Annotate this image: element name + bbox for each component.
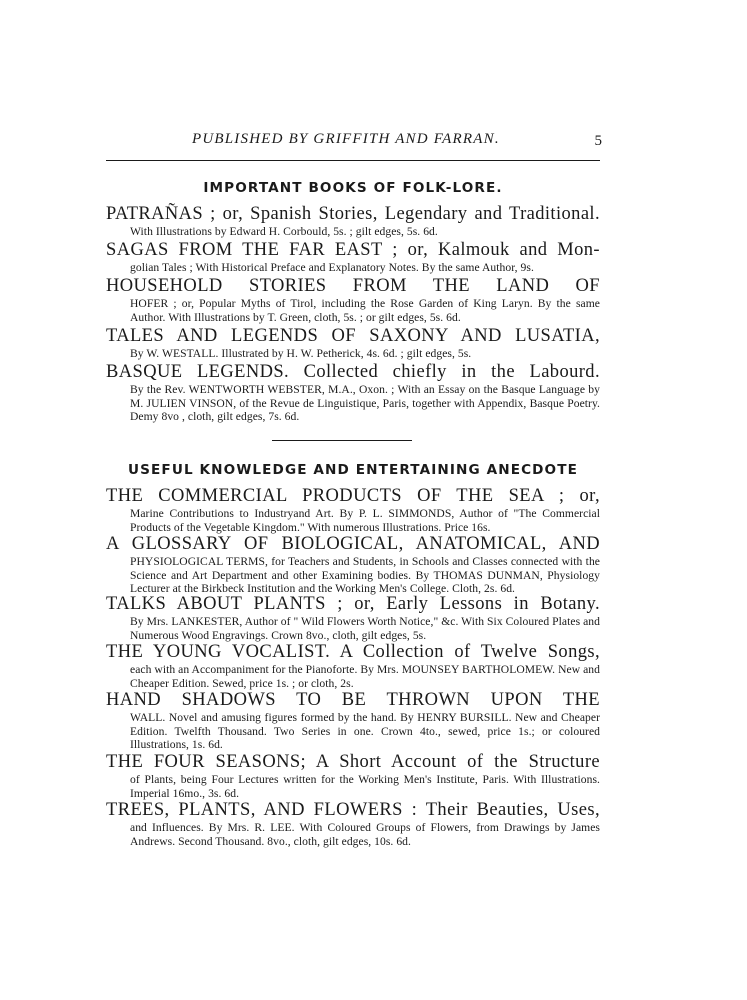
book-title: THE YOUNG VOCALIST. A Collection of Twelve Songs, — [106, 642, 600, 662]
knowledge-heading: USEFUL KNOWLEDGE AND ENTERTAINING ANECDOTE — [128, 462, 578, 478]
header-rule — [106, 160, 600, 161]
book-entry-household-stories — [106, 276, 600, 324]
section-divider — [272, 440, 412, 441]
book-title: TALKS ABOUT PLANTS ; or, Early Lessons in Botany. — [106, 594, 600, 614]
book-description: HOFER ; or, Popular Myths of Tirol, including the Rose Garden of King Laryn. By the same Author. With Illustrations by T. Green, cloth, 5s. ; or gilt edges, 5s. 6d. — [130, 297, 600, 324]
book-description: Marine Contributions to Industryand Art. By P. L. SIMMONDS, Author of "The Commercial Products of the Vegetable Kingdom." With numerous Illustrations. Price 16s. — [130, 507, 600, 534]
book-entry-four-seasons — [106, 752, 600, 800]
book-title: SAGAS FROM THE FAR EAST ; or, Kalmouk and Mon- — [106, 240, 600, 260]
book-description: By Mrs. LANKESTER, Author of " Wild Flowers Worth Notice," &c. With Six Coloured Plates and Numerous Wood Engravings. Crown 8vo., cloth, gilt edges, 5s. — [130, 615, 600, 642]
book-title: PATRAÑAS ; or, Spanish Stories, Legendary and Traditional. — [106, 204, 600, 224]
book-title: THE COMMERCIAL PRODUCTS OF THE SEA ; or, — [106, 486, 600, 506]
book-entry-glossary — [106, 534, 600, 596]
book-title: THE FOUR SEASONS; A Short Account of the Structure — [106, 752, 600, 772]
book-entry-commercial-products — [106, 486, 600, 534]
book-description: golian Tales ; With Historical Preface and Explanatory Notes. By the same Author, 9s. — [130, 261, 534, 274]
book-description: of Plants, being Four Lectures written for the Working Men's Institute, Paris. With Illustrations. Imperial 16mo., 3s. 6d. — [130, 773, 600, 800]
book-entry-trees-plants-flowers — [106, 800, 600, 848]
book-description: By W. WESTALL. Illustrated by H. W. Petherick, 4s. 6d. ; gilt edges, 5s. — [130, 347, 472, 360]
book-title: BASQUE LEGENDS. Collected chiefly in the Labourd. — [106, 362, 600, 382]
running-head — [106, 129, 606, 153]
book-entry-saxony-tales — [106, 326, 600, 361]
book-description: With Illustrations by Edward H. Corbould, 5s. ; gilt edges, 5s. 6d. — [130, 225, 438, 238]
running-title: PUBLISHED BY GRIFFITH AND FARRAN. — [192, 131, 500, 147]
book-title: HAND SHADOWS TO BE THROWN UPON THE — [106, 690, 600, 710]
book-entry-sagas — [106, 240, 600, 275]
book-description: By the Rev. WENTWORTH WEBSTER, M.A., Oxon. ; With an Essay on the Basque Language by M. JULIEN VINSON, of the Revue de Linguistique, Paris, together with Appendix, Basque Poetry. Demy 8vo , cloth, gilt edges, 7s. 6d. — [130, 383, 600, 424]
book-title: A GLOSSARY OF BIOLOGICAL, ANATOMICAL, AND — [106, 534, 600, 554]
book-entry-basque-legends — [106, 362, 600, 424]
book-description: each with an Accompaniment for the Pianoforte. By Mrs. MOUNSEY BARTHOLOMEW. New and Cheaper Edition. Sewed, price 1s. ; or cloth, 2s. — [130, 663, 600, 690]
book-description: WALL. Novel and amusing figures formed by the hand. By HENRY BURSILL. New and Cheaper Edition. Twelfth Thousand. Two Series in one. Crown 4to., sewed, price 1s.; or coloured Illustrations, 1s. 6d. — [130, 711, 600, 752]
book-entry-hand-shadows — [106, 690, 600, 752]
book-description: PHYSIOLOGICAL TERMS, for Teachers and Students, in Schools and Classes connected with the Science and Art Department and other Examining bodies. By THOMAS DUNMAN, Physiology Lecturer at the Birkbeck Institution and the Working Men's College. Cloth, 2s. 6d. — [130, 555, 600, 596]
book-title: HOUSEHOLD STORIES FROM THE LAND OF — [106, 276, 600, 296]
folklore-heading: IMPORTANT BOOKS OF FOLK-LORE. — [203, 180, 503, 196]
book-title: TALES AND LEGENDS OF SAXONY AND LUSATIA, — [106, 326, 600, 346]
book-title: TREES, PLANTS, AND FLOWERS : Their Beauties, Uses, — [106, 800, 600, 820]
book-entry-young-vocalist — [106, 642, 600, 690]
book-entry-patranas — [106, 204, 600, 239]
page-number: 5 — [594, 133, 602, 149]
book-entry-talks-about-plants — [106, 594, 600, 642]
book-description: and Influences. By Mrs. R. LEE. With Coloured Groups of Flowers, from Drawings by James Andrews. Second Thousand. 8vo., cloth, gilt edges, 10s. 6d. — [130, 821, 600, 848]
